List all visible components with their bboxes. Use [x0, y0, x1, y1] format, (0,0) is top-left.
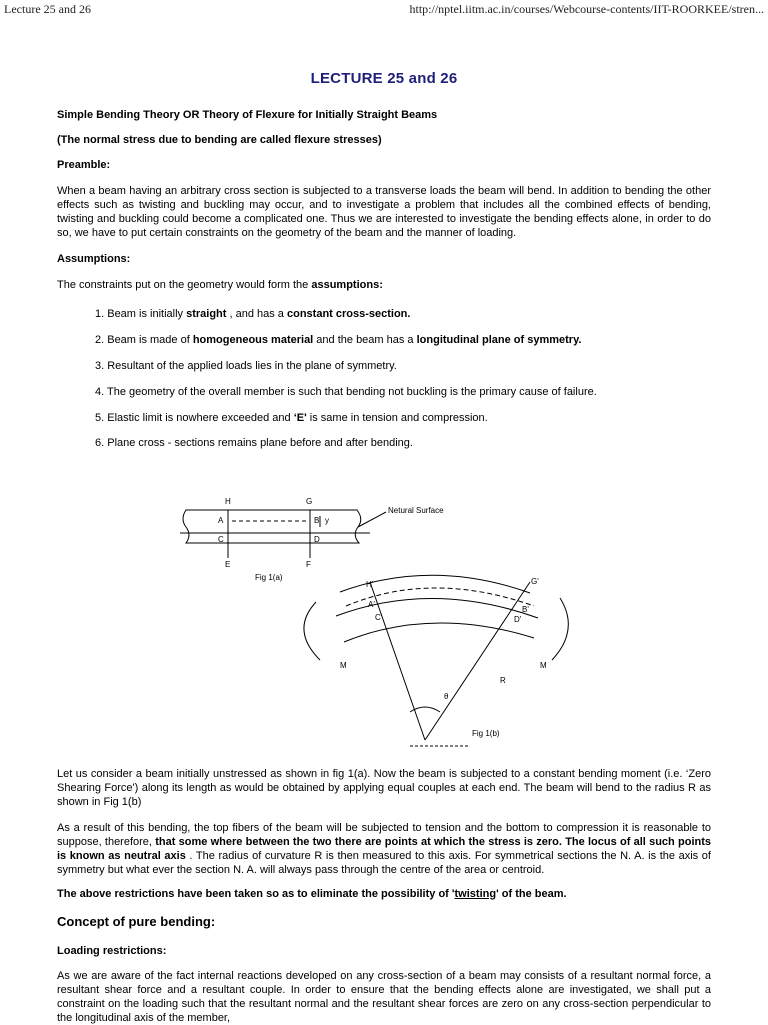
concept-pure-bending-heading: Concept of pure bending: — [57, 914, 216, 929]
document-body-lower — [57, 0, 711, 1024]
label-R: R — [500, 676, 506, 685]
section-subtitle: Simple Bending Theory OR Theory of Flexure for Initially Straight Beams — [57, 109, 438, 121]
label-D: D — [314, 535, 320, 544]
paragraph-restrictions — [57, 887, 711, 901]
label-M-left: M — [340, 661, 347, 670]
label-F: F — [306, 560, 311, 569]
label-E: E — [225, 560, 231, 569]
label-G: G — [306, 497, 313, 506]
assumption-5-text: 5. Elastic limit is nowhere exceeded and — [95, 412, 294, 424]
assumption-1-bold-2: constant cross-section. — [286, 308, 411, 320]
assumptions-intro-text: The constraints put on the geometry would form the — [57, 279, 312, 291]
label-A: A — [218, 516, 224, 525]
assumption-item-4: 4. The geometry of the overall member is such that bending not buckling is the primary cause of failure. — [95, 386, 597, 398]
label-y: y — [325, 516, 329, 525]
preamble-heading: Preamble: — [57, 159, 111, 171]
assumptions-heading: Assumptions: — [57, 253, 131, 265]
label-C-prime: C' — [375, 613, 383, 622]
label-fig-1a: Fig 1(a) — [255, 573, 283, 582]
assumption-2-text: 2. Beam is made of — [95, 334, 193, 346]
label-D-prime: D' — [514, 615, 522, 624]
assumption-5-post: is same in tension and compression. — [306, 412, 488, 424]
paragraph-loading-restrictions: As we are aware of the fact internal reactions developed on any cross-section of a beam may consists of a resultant normal force, a resultant shear force and a resultant couple. In order to ensure that the bending effects alone are investigated, we shall put a constraint on the loading such that the resultant normal and the resultant shear forces are zero on any cross-section perpendicular to the longitudinal axis of the member, — [57, 970, 711, 1024]
assumption-5-bold: ‘E' — [293, 412, 307, 424]
label-fig-1b: Fig 1(b) — [472, 729, 500, 738]
label-H: H — [225, 497, 231, 506]
label-G-prime: G' — [531, 577, 539, 586]
restrictions-text-2: ' of the beam. — [496, 888, 567, 900]
neutral-axis-bold: that some where between the two there are points at which the stress is zero. The locus of all such points is known as neutral axis — [57, 836, 712, 862]
label-M-right: M — [540, 661, 547, 670]
assumption-1-text: 1. Beam is initially — [95, 308, 187, 320]
label-neutral-surface: Netural Surface — [388, 506, 444, 515]
assumptions-intro-bold: assumptions: — [311, 279, 383, 291]
assumption-item-6: 6. Plane cross - sections remains plane before and after bending. — [95, 437, 413, 449]
assumption-2-mid: and the beam has a — [313, 334, 417, 346]
assumption-item-3: 3. Resultant of the applied loads lies in the plane of symmetry. — [95, 360, 397, 372]
assumption-2-bold-2: longitudinal plane of symmetry. — [416, 334, 582, 346]
label-theta: θ — [444, 692, 449, 701]
paragraph-neutral-axis — [57, 821, 711, 877]
label-B: B — [314, 516, 320, 525]
page-header-title: Lecture 25 and 26 — [4, 2, 91, 16]
neutral-axis-text-1: As a result of this bending, the top fibers of the beam will be subjected to tension and the bottom to compression it is reasonable to suppose, therefore, — [57, 822, 711, 848]
restrictions-text-1: The above restrictions have been taken so as to eliminate the possibility of ' — [57, 888, 455, 900]
paragraph-initial-beam: Let us consider a beam initially unstressed as shown in fig 1(a). Now the beam is subjected to a constant bending moment (i.e. ‘Zero Shearing Force') along its length as would be obtained by applying equal couples at each end. The beam will bend to the radius R as shown in Fig 1(b) — [57, 768, 711, 808]
section-subtitle-2: (The normal stress due to bending are called flexure stresses) — [57, 134, 382, 146]
neutral-axis-text-2: . The radius of curvature R is then measured to this axis. For symmetrical sections the N. A. is the axis of symmetry but what ever the section N. A. will always pass through the centre of the area or centroid. — [57, 850, 711, 876]
label-C: C — [218, 535, 224, 544]
label-H-prime: H' — [366, 580, 374, 589]
restrictions-underlined-twisting: twisting — [454, 888, 497, 900]
label-A-prime: A' — [368, 600, 375, 609]
assumption-2-bold-1: homogeneous material — [192, 334, 314, 346]
preamble-paragraph: When a beam having an arbitrary cross section is subjected to a transverse loads the beam will bend. In addition to bending the other effects such as twisting and buckling may occur, and to investigate a problem that includes all the combined effects of bending, twisting and buckling could become a complicated one. Thus we are interested to investigate the bending effects alone, in order to do so, we have to put certain constraints on the geometry of the beam and the manner of loading. — [57, 185, 711, 239]
page-header-url: http://nptel.iitm.ac.in/courses/Webcourse-contents/IIT-ROORKEE/stren... — [409, 2, 764, 16]
assumption-1-mid: , and has a — [226, 308, 287, 320]
label-B-prime: B' — [522, 605, 529, 614]
lecture-title: LECTURE 25 and 26 — [310, 70, 458, 87]
loading-restrictions-heading: Loading restrictions: — [57, 945, 167, 957]
assumption-1-bold-1: straight — [186, 308, 227, 320]
